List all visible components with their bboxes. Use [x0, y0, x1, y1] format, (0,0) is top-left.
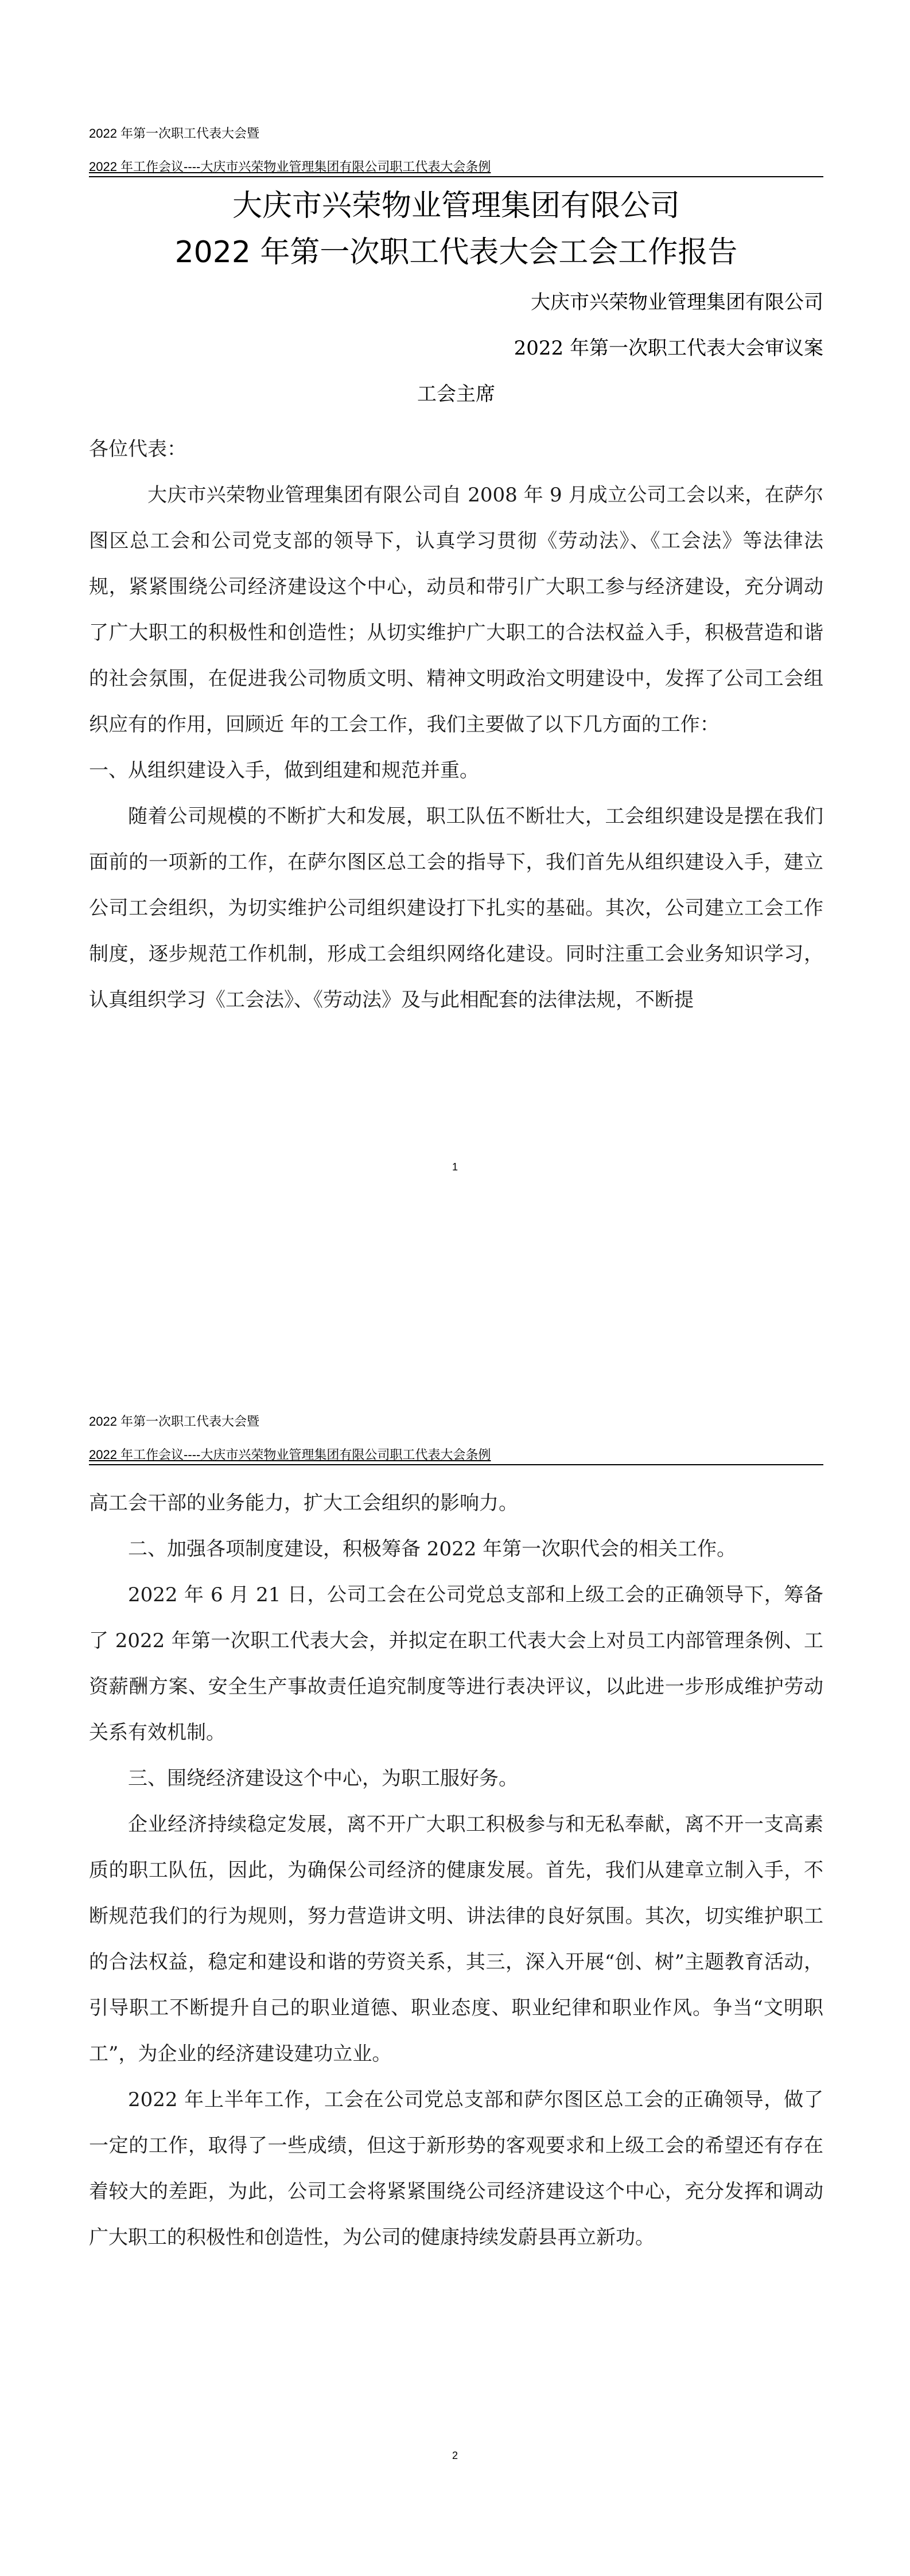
section-heading-3: 三、围绕经济建设这个中心，为职工服好务。	[128, 1767, 518, 1790]
running-header-line-2: 2022 年工作会议----大庆市兴荣物业管理集团有限公司职工代表大会条例	[89, 1447, 491, 1462]
paragraph: 随着公司规模的不断扩大和发展，职工队伍不断壮大，工会组织建设是摆在我们面前的一项新的工作，在萨尔图区总工会的指导下，我们首先从组织建设入手，建立公司工会组织，为切实维护公司组织建设打下扎实的基础。其次，公司建立工会工作制度，逐步规范工作机制，形成工会组织网络化建设。同时注重工会业务知识学习，认真组织学习《工会法》、《劳动法》及与此相配套的法律法规，不断提	[89, 805, 823, 1011]
document-title-line-2: 2022 年第一次职工代表大会工会工作报告	[174, 235, 738, 270]
subtitle-review-case: 2022 年第一次职工代表大会审议案	[514, 337, 823, 360]
section-heading-2: 二、加强各项制度建设，积极筹备 2022 年第一次职代会的相关工作。	[128, 1538, 737, 1561]
paragraph: 企业经济持续稳定发展，离不开广大职工积极参与和无私奉献，离不开一支高素质的职工队伍，因此，为确保公司经济的健康发展。首先，我们从建章立制入手，不断规范我们的行为规则，努力营造讲文明、讲法律的良好氛围。其次，切实维护职工的合法权益，稳定和建设和谐的劳资关系，其三，深入开展“创、树”主题教育活动，引导职工不断提升自己的职业道德、职业态度、职业纪律和职业作风。争当“文明职工”，为企业的经济建设建功立业。	[89, 1813, 823, 2065]
document-title-line-1: 大庆市兴荣物业管理集团有限公司	[232, 189, 680, 223]
speaker-title: 工会主席	[417, 383, 495, 406]
paragraph: 高工会干部的业务能力，扩大工会组织的影响力。	[89, 1492, 518, 1515]
running-header-line-2: 2022 年工作会议----大庆市兴荣物业管理集团有限公司职工代表大会条例	[89, 159, 491, 174]
subtitle-organization: 大庆市兴荣物业管理集团有限公司	[531, 291, 823, 314]
paragraph: 大庆市兴荣物业管理集团有限公司自 2008 年 9 月成立公司工会以来，在萨尔图区总工会和公司党支部的领导下，认真学习贯彻《劳动法》、《工会法》等法律法规，紧紧围绕公司经济建设这个中心，动员和带引广大职工参与经济建设，充分调动了广大职工的积极性和创造性；从切实维护广大职工的合法权益入手，积极营造和谐的社会氛围，在促进我公司物质文明、精神文明政治文明建设中，发挥了公司工会组织应有的作用，回顾近 年的工会工作，我们主要做了以下几方面的工作：	[89, 484, 823, 736]
salutation: 各位代表：	[89, 438, 186, 461]
section-heading-1: 一、从组织建设入手，做到组建和规范并重。	[89, 759, 479, 782]
header-rule	[89, 1464, 823, 1465]
page-2-body	[89, 1480, 823, 2260]
page-2	[0, 1288, 910, 2576]
page-number: 2	[452, 2450, 458, 2461]
running-header-line-1: 2022 年第一次职工代表大会暨	[89, 1414, 260, 1429]
header-rule	[89, 176, 823, 177]
page-number: 1	[452, 1161, 458, 1173]
page-1-body	[89, 426, 823, 1023]
running-header-line-1: 2022 年第一次职工代表大会暨	[89, 126, 260, 141]
paragraph: 2022 年上半年工作，工会在公司党总支部和萨尔图区总工会的正确领导，做了一定的工作，取得了一些成绩，但这于新形势的客观要求和上级工会的希望还有存在着较大的差距，为此，公司工会将紧紧围绕公司经济建设这个中心，充分发挥和调动广大职工的积极性和创造性，为公司的健康持续发蔚县再立新功。	[89, 2088, 823, 2249]
paragraph: 2022 年 6 月 21 日，公司工会在公司党总支部和上级工会的正确领导下，筹备了 2022 年第一次职工代表大会，并拟定在职工代表大会上对员工内部管理条例、工资薪酬方案、安全生产事故责任追究制度等进行表决评议，以此进一步形成维护劳动关系有效机制。	[89, 1583, 823, 1744]
